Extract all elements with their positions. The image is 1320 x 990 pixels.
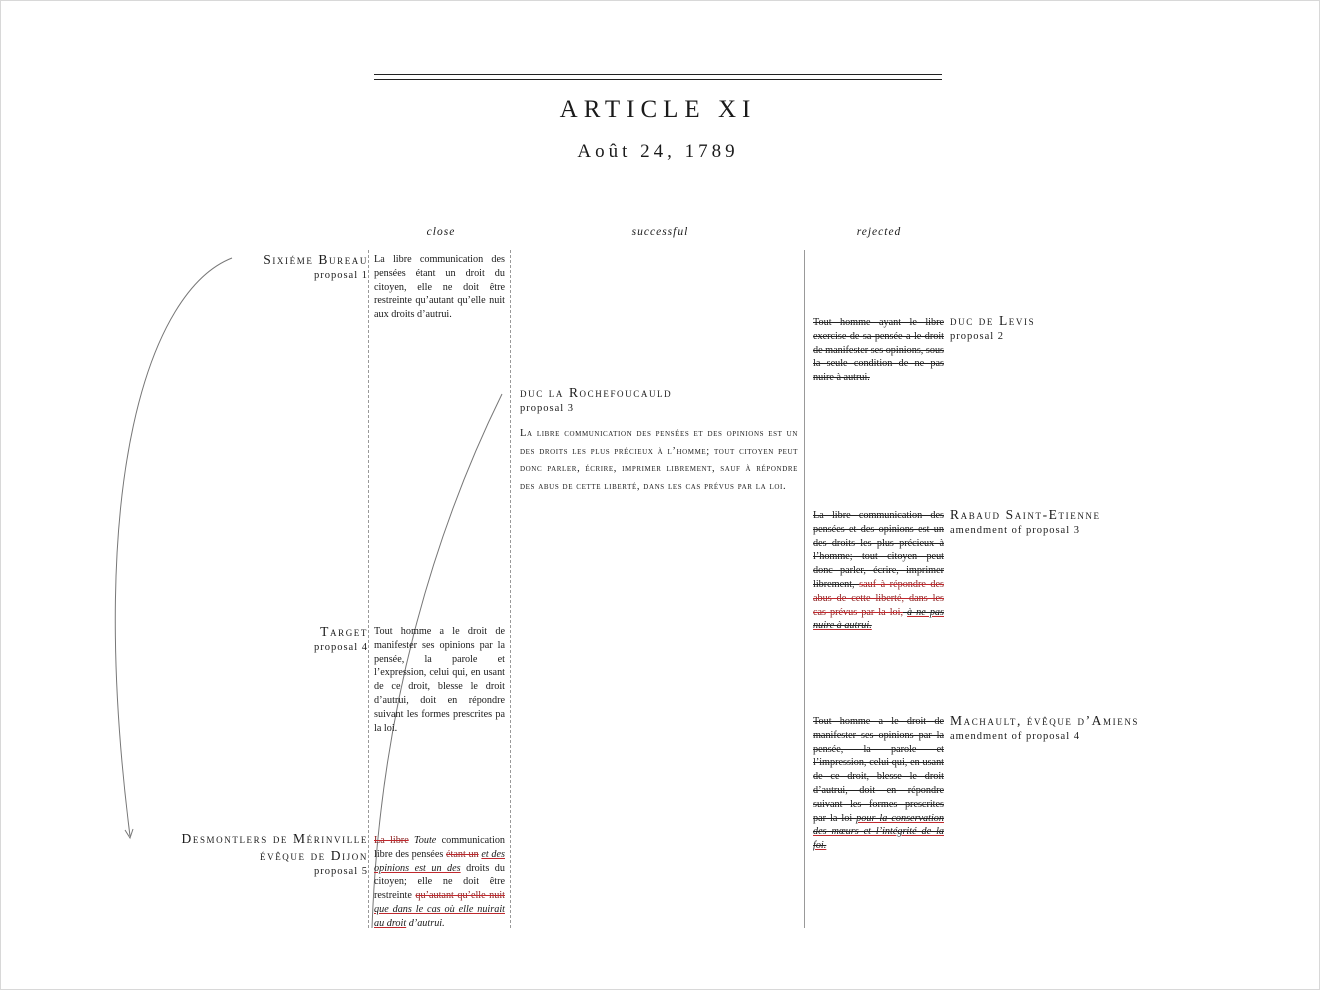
proposal-rochefoucauld-name: duc la Rochefoucauld (520, 385, 673, 400)
desmontlers-text-2: droits du citoyen; elle ne doit être restreinte (374, 862, 505, 902)
proposal-desmontlers-title: évêque de Dijon (260, 848, 368, 863)
column-head-successful: successful (631, 226, 689, 238)
proposal-desmontlers-number: proposal 5 (313, 866, 368, 877)
page-title: ARTICLE XI (559, 96, 757, 123)
amendment-rabaud-number: amendment of proposal 3 (950, 525, 1081, 536)
proposal-desmontlers-name: Desmontlers de Mérinville (181, 831, 368, 846)
desmontlers-text-3: d’autrui. (406, 917, 445, 929)
proposal-desmontlers-text (374, 834, 505, 931)
amendment-machault-text-inserted: pour la conservation des mœurs et l’intégrité de la foi. (813, 812, 944, 852)
desmontlers-inserted-3: que dans le cas où elle nuirait au droit (374, 903, 505, 929)
proposal-levis-number: proposal 2 (950, 331, 1005, 342)
curve-sixieme-to-desmontlers (115, 258, 232, 836)
amendment-machault-text (813, 715, 944, 853)
proposal-desmontlers-label (182, 830, 369, 880)
page-date: Août 24, 1789 (577, 141, 739, 162)
proposal-levis-name: duc de Levis (950, 313, 1036, 328)
amendment-machault-text-main: Tout homme a le droit de manifester ses opinions par la pensée, la parole et l’impression, celui qui, en usant de ce droit, blesse le droit d’autrui, doit en répondre suivant les formes prescrites par la loi (813, 716, 944, 824)
amendment-rabaud-text-main: La libre communication des pensées et des opinions est un des droits les plus précieux à l’homme; tout citoyen peut donc parler, écrire, imprimer librement, (813, 510, 944, 590)
desmontlers-text-1: communication libre des pensées (374, 835, 506, 860)
proposal-rochefoucauld-number: proposal 3 (520, 403, 575, 414)
proposal-rochefoucauld-label (520, 384, 672, 417)
amendment-rabaud-name: Rabaud Saint-Etienne (950, 507, 1101, 522)
proposal-sixieme-name: Sixiéme Bureau (263, 252, 368, 267)
proposal-target-text: Tout homme a le droit de manifester ses opinions par la pensée, la parole et l’expression, celui qui, en usant de ce droit, blesse le droit d’autrui, doit en répondre suivant les formes prescrites pa la loi. (374, 626, 505, 734)
column-head-close: close (426, 226, 456, 238)
proposal-sixieme-label (263, 251, 368, 284)
proposal-rochefoucauld-text: La libre communication des pensées et des opinions est un des droits les plus précieux à l’homme; tout citoyen peut donc parler, écrire, imprimer librement, sauf à répondre des abus de cette liberté, dans les cas prévus par la loi. (520, 428, 798, 492)
desmontlers-deleted-3: qu’autant qu’elle nuit (415, 890, 506, 902)
desmontlers-deleted-2: étant un (446, 848, 479, 860)
proposal-target-label (314, 623, 368, 656)
desmontlers-inserted-2: et des opinions est un des (374, 848, 505, 874)
amendment-rabaud-text (813, 509, 944, 633)
amendment-machault-number: amendment of proposal 4 (950, 731, 1081, 742)
proposal-sixieme-number: proposal 1 (313, 270, 368, 281)
proposal-levis-label (950, 312, 1035, 345)
column-head-rejected: rejected (856, 226, 902, 238)
proposal-target-number: proposal 4 (313, 642, 368, 653)
amendment-machault-name: Machault, évêque d’Amiens (950, 713, 1140, 728)
proposal-target-name: Target (320, 624, 368, 639)
proposal-levis-text: Tout homme ayant le libre exercise de sa pensée a le droit de manifester ses opinions, sous la seule condition de ne pas nuire à autrui. (813, 317, 945, 384)
amendment-rabaud-label (950, 506, 1101, 539)
desmontlers-deleted-1: La libre (374, 835, 409, 846)
amendment-rabaud-text-inserted: à ne pas nuire à autrui. (813, 606, 944, 632)
desmontlers-inserted-1: Toute (414, 835, 437, 846)
amendment-rabaud-text-deleted: sauf à répondre des abus de cette liberté, dans les cas prévus par la loi, (813, 578, 944, 618)
amendment-machault-label (950, 712, 1139, 745)
proposal-sixieme-text: La libre communication des pensées étant un droit du citoyen, elle ne doit être restreinte qu’autant qu’elle nuit aux droits d’autrui. (374, 254, 505, 321)
